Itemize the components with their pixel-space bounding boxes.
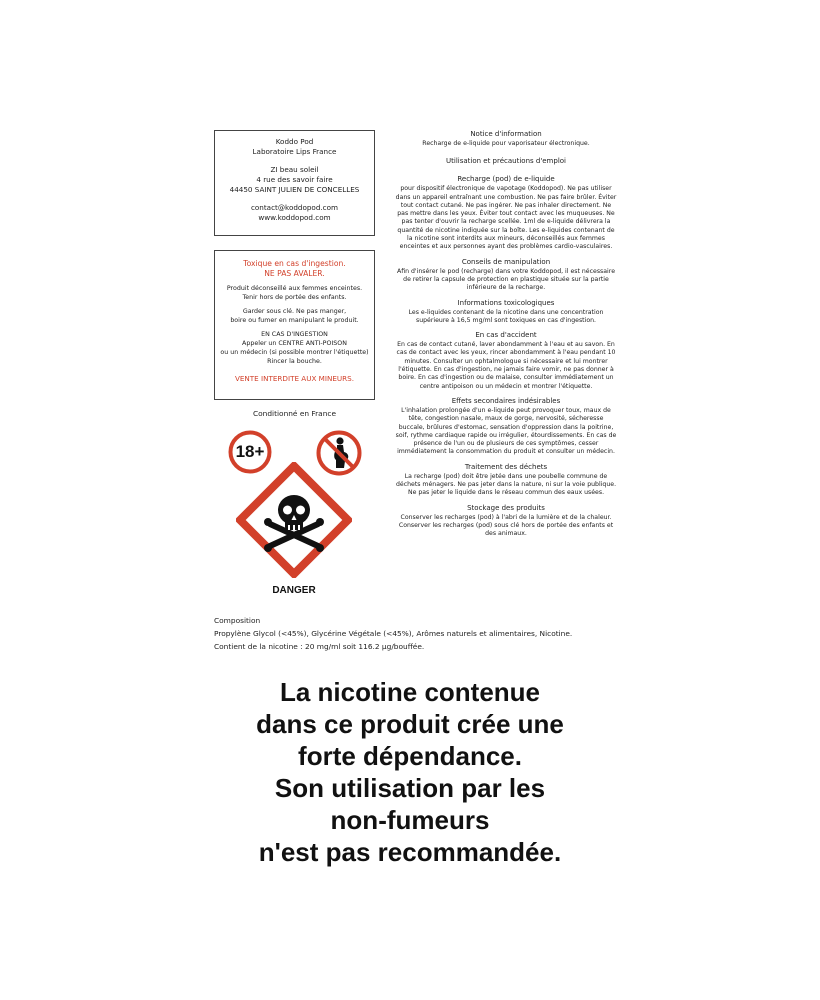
notice-body: Afin d'insérer le pod (recharge) dans votre Koddopod, il est nécessaire de retirer la capsule de protection en plastique située sur la partie inférieure de la recharge. [396,267,615,292]
age-badge-text: 18+ [235,442,265,461]
notice-body: Recharge de e-liquide pour vaporisateur électronique. [422,140,590,147]
website: www.koddopod.com [258,213,331,222]
toxic-line: Rincer la bouche. [267,358,322,365]
minors-warning: VENTE INTERDITE AUX MINEURS. [234,374,355,383]
toxic-line: Produit déconseillé aux femmes enceintes. [226,285,363,292]
toxic-warning-box [214,250,375,400]
warning-line: n'est pas recommandée. [258,837,562,867]
composition-title: Composition [214,616,261,625]
toxic-line: Tenir hors de portée des enfants. [242,294,347,301]
address-line: 44450 SAINT JULIEN DE CONCELLES [229,185,360,194]
warning-line: La nicotine contenue [279,677,541,707]
toxic-title: Toxique en cas d'ingestion. [243,259,346,268]
toxic-subtitle: NE PAS AVALER. [264,269,325,278]
notice-heading: Informations toxicologiques [457,298,555,307]
conditioned-label: Conditionné en France [252,409,336,418]
warning-line: dans ce produit crée une [256,709,564,739]
composition-block [214,614,634,653]
nicotine-warning [150,676,670,868]
address-line: ZI beau soleil [270,165,319,174]
address-line: 4 rue des savoir faire [256,175,333,184]
notice-heading: Stockage des produits [467,503,545,512]
notice-heading: Traitement des déchets [464,462,548,471]
notice-heading: En cas d'accident [475,331,537,340]
address-box [214,130,375,236]
composition-ingredients: Propylène Glycol (<45%), Glycérine Végétale (<45%), Arômes naturels et alimentaires, Nicotine. [214,629,573,638]
notice-body: En cas de contact cutané, laver abondamment à l'eau et au savon. En cas de contact avec les yeux, rincer abondamment à l'eau pendant 10 minutes. Consulter un ophtalmologue si nécessaire et lui montrer l'étiquette. En cas d'ingestion, ne jamais faire vomir, ne pas donner à boire. En cas d'ingestion ou de malaise, consulter immédiatement un centre antipoison ou un médecin et montrer l'étiquette. [396,341,616,390]
toxic-line: Appeler un CENTRE ANTI-POISON [242,340,347,347]
notice-body: L'inhalation prolongée d'un e-liquide peut provoquer toux, maux de tête, congestion nasale, maux de gorge, nervosité, sécheresse buccale, brûlures d'estomac, sensation d'oppression dans la poitrine, soif, rythme cardiaque rapide ou irrégulier, étourdissements. En cas de présence de l'un ou de plusieurs de ces symptômes, cesser immédiatement la consommation du produit et consulter un médecin. [395,406,617,456]
warning-line: forte dépendance. [298,741,522,771]
address-line: Koddo Pod [275,137,314,146]
toxic-line: ou un médecin (si possible montrer l'étiquette) [220,349,369,356]
warning-line: Son utilisation par les [274,773,546,803]
notice-heading: Notice d'information [470,130,542,138]
notice-heading: Utilisation et précautions d'emploi [446,157,566,166]
address-line: Laboratoire Lips France [252,147,337,156]
warning-line: non-fumeurs [330,805,490,835]
notice-heading: Recharge (pod) de e-liquide [457,175,555,184]
danger-label: DANGER [272,585,316,596]
toxic-line: boire ou fumer en manipulant le produit. [230,317,359,324]
contact-email: contact@koddopod.com [250,203,339,212]
notice-heading: Conseils de manipulation [461,257,551,266]
notice-body: pour dispositif électronique de vapotage (Koddopod). Ne pas utiliser dans un appareil entraînant une combustion. Ne pas faire brûler. Éviter tout contact cutané. Ne pas ingérer. Ne pas inhaler directement. Ne pas mettre dans les yeux. Éviter tout contact avec les muqueuses. Ne pas tenter d'ouvrir la recharge scellée. 1ml de e-liquide délivrera la quantité de nicotine indiquée sur la boîte. Les e-liquides contenant de la nicotine sont interdits aux mineurs, déconseillés aux femmes enceintes et aux personnes ayant des problèmes cardio-vasculaires. [395,185,617,251]
notice-heading: Effets secondaires indésirables [451,396,561,405]
toxic-line: EN CAS D'INGESTION [261,331,328,338]
notice-body: La recharge (pod) doit être jetée dans une poubelle commune de déchets ménagers. Ne pas jeter dans la nature, ni sur la voie publique. Ne pas jeter le liquide dans le réseau commun des eaux usées. [395,472,617,497]
notice-column [395,130,617,539]
composition-nicotine: Contient de la nicotine : 20 mg/ml soit 116.2 µg/bouffée. [214,642,425,651]
danger-pictogram [236,462,352,578]
notice-body: Conserver les recharges (pod) à l'abri de la lumière et de la chaleur. Conserver les recharges (pod) sous clé hors de portée des enfants et des animaux. [398,513,614,538]
notice-body: Les e-liquides contenant de la nicotine dans une concentration supérieure à 16,5 mg/ml sont toxiques en cas d'ingestion. [408,308,604,324]
toxic-line: Garder sous clé. Ne pas manger, [242,308,347,315]
